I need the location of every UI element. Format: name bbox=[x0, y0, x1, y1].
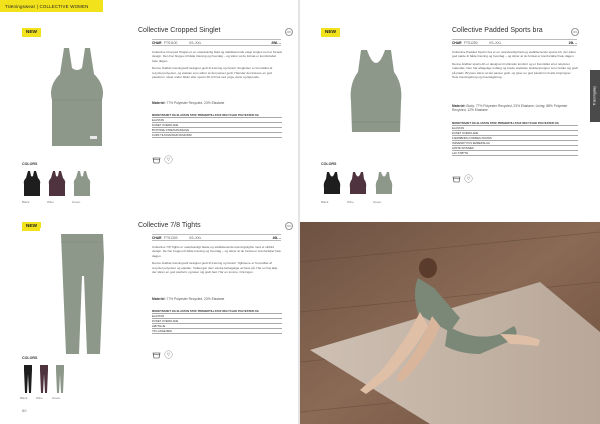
spec-bar bbox=[152, 39, 281, 46]
spec-key: CHAR bbox=[452, 40, 462, 45]
care-icons bbox=[152, 350, 173, 359]
colors-label: COLORS bbox=[321, 162, 337, 166]
spec-bar bbox=[152, 234, 281, 241]
feature-row: 7/8 LANGE BEN bbox=[152, 329, 282, 334]
feature-row: FJERNBORG FORMES KNOWS bbox=[452, 136, 578, 141]
feature-row: BYPOSSE STRETHPASSAGE bbox=[152, 128, 282, 133]
recycle-icon bbox=[164, 350, 173, 359]
material-info bbox=[152, 297, 282, 301]
product-title: Collective Padded Sports bra bbox=[452, 27, 543, 34]
side-tab-label: Træningstøj bbox=[593, 86, 598, 106]
new-badge: NEW bbox=[22, 222, 41, 231]
material-value: Body: 77% Polyester Recycled, 23% Elastane; Lining: 88% Polyester Recycled, 12% Elastane bbox=[452, 104, 568, 113]
feature-row: DUNET OVERFLADE bbox=[452, 131, 578, 136]
material-label: Materiel: bbox=[152, 297, 166, 301]
feature-row: DUNET OVERFLADE bbox=[152, 123, 282, 128]
spec-price: 29L – bbox=[568, 40, 577, 45]
care-icons bbox=[152, 155, 173, 164]
material-label: Materiel: bbox=[152, 101, 166, 105]
recycle-icon bbox=[464, 174, 473, 183]
swatch-label: Black bbox=[20, 396, 28, 400]
product-title: Collective Cropped Singlet bbox=[138, 27, 221, 34]
feature-row: LØSTE SKINNER bbox=[452, 146, 578, 151]
swatch-label: Green bbox=[373, 200, 382, 204]
feature-row: KURS TILTAGNINGR PASFORM bbox=[152, 133, 282, 138]
swatch-black[interactable] bbox=[22, 364, 34, 394]
description-paragraph: Denne åndbar sports-bh er designet til ultimativ komfort og er fremstillet af et rekyleret materiale. Den har aftagelige indlæg og brede elastiske skulderstropper som holder sig godt på plads. Brysten sikrer at det passer godt, og giver en god passform til alle kropstyper. Hele træningsbrug og hverdagsbrug. bbox=[452, 61, 578, 80]
feature-row: ELASTAN bbox=[152, 118, 282, 123]
eco-icon: 20% bbox=[571, 28, 579, 36]
spec-sizes: XS–XXL bbox=[189, 235, 202, 240]
new-badge: NEW bbox=[321, 28, 340, 37]
feature-row: MODETRADET OG ELASTAN STOF PRIMÆRTILLSTAF RECYCLED POLYESTER OG bbox=[152, 309, 282, 314]
page-number: 80 bbox=[22, 408, 27, 413]
spec-key: CHAR bbox=[152, 40, 162, 45]
feature-row: MODETRADET OG ELASTAN STOF PRIMÆRTILLSTAF RECYCLED POLYESTER OG bbox=[152, 113, 282, 118]
swatch-wine[interactable] bbox=[38, 364, 50, 394]
description-paragraph: Denne åndbar træningsstil designet godt til træning og livsstil. Singletten er fremstillet af recyclet polyester, og elastan som sikrer at det passer godt. Hænder det kræves en god passform. Ideel under bikini eller sports-bh til bruk ved yoga, dans og lignende. bbox=[152, 66, 273, 80]
feature-table bbox=[152, 113, 282, 138]
feature-table bbox=[452, 121, 578, 156]
feature-row: ELASTAN bbox=[152, 314, 282, 319]
swatch-black[interactable] bbox=[22, 170, 42, 197]
product-description bbox=[152, 245, 282, 277]
product-title: Collective 7/8 Tights bbox=[138, 222, 201, 229]
care-icons bbox=[452, 174, 473, 183]
product-photo-sports-bra bbox=[321, 40, 431, 155]
description-paragraph: Collective Padded Sports bra er en usædvanlig blød og stabiliserende sports-bh, der sikrer god støtte til både træning og hverdag – og sikrer at du fortsat er komfortabel hele dagen. bbox=[452, 50, 577, 59]
new-badge: NEW bbox=[22, 28, 41, 37]
swatch-green[interactable] bbox=[72, 170, 92, 197]
spec-key: CHAR bbox=[152, 235, 162, 240]
swatch-label: Black bbox=[22, 200, 30, 204]
feature-row: INDVENDT PUS EMMERSLAG bbox=[452, 141, 578, 146]
swatch-black[interactable] bbox=[321, 170, 343, 196]
swatch-label: Wine bbox=[36, 396, 43, 400]
spec-code: FTS1300 bbox=[164, 235, 178, 240]
swatch-label: Green bbox=[72, 200, 81, 204]
spec-price: 40L – bbox=[272, 235, 281, 240]
eco-icon: 20% bbox=[285, 28, 293, 36]
material-info bbox=[152, 101, 282, 105]
material-value: 77% Polyester Recycled, 23% Elastane bbox=[166, 297, 225, 301]
feature-row: LAV STØTTE bbox=[452, 151, 578, 156]
swatch-wine[interactable] bbox=[47, 170, 67, 197]
swatch-green[interactable] bbox=[54, 364, 66, 394]
swatch-wine[interactable] bbox=[347, 170, 369, 196]
side-section-tab bbox=[590, 70, 600, 122]
spec-code: FTS1100 bbox=[164, 40, 178, 45]
description-paragraph: Denne åndbar træningsstil designet godt til træning og livsstil. Tightsene er fremstillet af recyclet polyester og elastan, hvilket gør dem ekstra behagelige at have på. Har en høj talje der sikrer en god pasform og løser sig godt fast. Har en lomme i linningen. bbox=[152, 261, 278, 275]
breadcrumb bbox=[0, 0, 103, 12]
spec-price: 2WL – bbox=[271, 40, 281, 45]
colors-label: COLORS bbox=[22, 356, 38, 360]
product-photo-singlet bbox=[22, 40, 132, 155]
description-paragraph: Collective 7/8 Tights er usædvanligt bløde og stabiliserende træningstights med et stilfuld design. De har brugeu til både træning og hverdag – og sikrer at du fortsat er komfortabel hele dagen. bbox=[152, 245, 281, 258]
spec-bar bbox=[452, 39, 577, 46]
material-label: Materiel: bbox=[452, 104, 466, 108]
breadcrumb-text: Træningswear | COLLECTIVE WOMEN bbox=[5, 3, 89, 9]
swatch-label: Green bbox=[52, 396, 61, 400]
product-description bbox=[152, 50, 282, 82]
wash-icon bbox=[152, 155, 161, 164]
spec-code: FTS1250 bbox=[464, 40, 478, 45]
spec-sizes: XS–XXL bbox=[189, 40, 202, 45]
product-photo-tights bbox=[40, 228, 126, 356]
lifestyle-photo bbox=[300, 222, 600, 424]
description-paragraph: Collective Cropped Singlet er en usædvanlig blød og stabiliserende vægt singlet med et forskel design. Den har brugeu til både træning og hverdag – og sikrer at du fortsat er komfortabel hele dagen. bbox=[152, 50, 283, 63]
swatch-green[interactable] bbox=[373, 170, 395, 196]
swatch-label: Wine bbox=[347, 200, 354, 204]
material-value: 77% Polyester Recycled, 23% Elastane bbox=[166, 101, 225, 105]
recycle-icon bbox=[164, 155, 173, 164]
swatch-label: Black bbox=[321, 200, 329, 204]
wash-icon bbox=[152, 350, 161, 359]
feature-table bbox=[152, 309, 282, 334]
material-info bbox=[452, 104, 578, 113]
feature-row: HØJTALJE bbox=[152, 324, 282, 329]
feature-row: DUNET OVERFLADE bbox=[152, 319, 282, 324]
colors-label: COLORS bbox=[22, 162, 38, 166]
spec-sizes: XS–XXL bbox=[489, 40, 502, 45]
wash-icon bbox=[452, 174, 461, 183]
swatch-label: Wine bbox=[47, 200, 54, 204]
eco-icon: 20% bbox=[285, 222, 293, 230]
feature-row: MODETRADET OG ELASTAN STOF PRIMÆRTILLSTAF RECYCLED POLYESTER OG bbox=[452, 121, 578, 126]
feature-row: ELASTAN bbox=[452, 126, 578, 131]
product-description bbox=[452, 50, 578, 82]
